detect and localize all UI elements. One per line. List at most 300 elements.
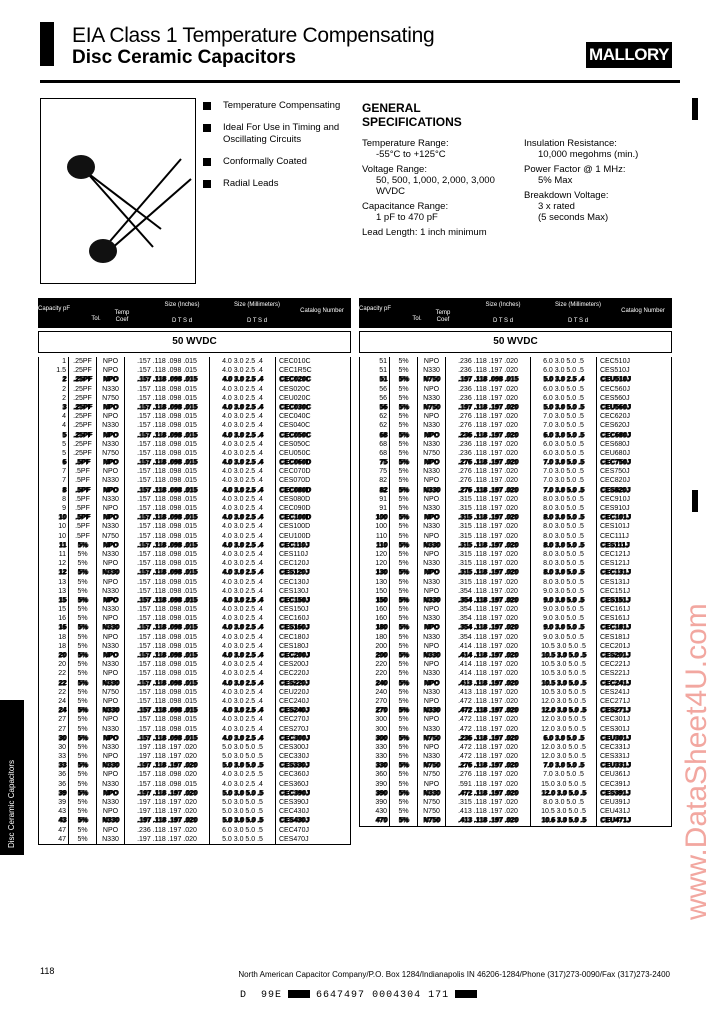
table-cell: .157 .118 .098 .015 [125, 412, 210, 421]
spec-value: 5% Max [538, 175, 573, 186]
table-cell: CEC130J [279, 578, 309, 586]
table-cell: .157 .118 .098 .015 [125, 504, 210, 513]
table-cell: CEC560J [600, 385, 630, 393]
table-cell: CEC620J [600, 413, 630, 421]
table-cell: NPO [97, 715, 125, 724]
table-cell: NPO [418, 532, 446, 541]
table-cell: 5% [69, 578, 97, 587]
table-cell: .413 .118 .197 .020 [446, 816, 531, 825]
table-cell: 27 [39, 725, 69, 734]
table-cell: 4.0 3.0 2.5 .4 [210, 550, 276, 559]
table-cell: 4.0 3.0 2.5 .4 [210, 357, 276, 366]
table-cell: 300 [360, 734, 390, 743]
table-cell: CEC050C [279, 431, 311, 439]
table-cell: CES040C [279, 422, 311, 430]
table-cell: N330 [97, 623, 125, 632]
table-cell: 10.5 3.0 5.0 .5 [531, 651, 597, 660]
table-body [359, 357, 672, 827]
table-cell: .236 .118 .197 .020 [446, 357, 531, 366]
table-cell: .414 .118 .197 .020 [446, 651, 531, 660]
table-cell: CES390J [279, 799, 309, 806]
table-cell: .236 .118 .197 .020 [446, 431, 531, 440]
table-row [39, 734, 350, 743]
table-row [39, 458, 350, 467]
table-cell: N330 [418, 541, 446, 550]
table-cell: 4.0 3.0 2.5 .4 [210, 780, 276, 789]
table-cell: 8 [39, 495, 69, 504]
table-cell: CEC271J [600, 697, 630, 705]
table-cell: 5% [390, 623, 418, 632]
table-cell: .157 .118 .098 .015 [125, 633, 210, 642]
table-cell: 43 [39, 816, 69, 825]
table-cell: 4.0 3.0 2.5 .4 [210, 660, 276, 669]
table-row [39, 706, 350, 715]
table-cell: 5.0 3.0 5.0 .5 [210, 807, 276, 816]
table-cell: 240 [360, 688, 390, 697]
table-cell: CES820J [600, 486, 630, 494]
table-row [39, 550, 350, 559]
table-row [360, 614, 671, 623]
table-cell: CEC090D [279, 505, 311, 512]
table-cell: N330 [418, 394, 446, 403]
table-row [360, 541, 671, 550]
table-cell: 6.0 3.0 5.0 .5 [531, 357, 597, 366]
table-cell: N330 [418, 596, 446, 605]
table-cell: 51 [360, 357, 390, 366]
table-cell: .157 .118 .098 .015 [125, 679, 210, 688]
table-cell: N330 [97, 798, 125, 807]
table-cell: .157 .118 .098 .015 [125, 660, 210, 669]
table-cell: N330 [97, 550, 125, 559]
table-cell: .354 .118 .197 .020 [446, 587, 531, 596]
table-cell: 27 [39, 715, 69, 724]
table-cell: .315 .118 .197 .020 [446, 495, 531, 504]
table-cell: .5PF [69, 476, 97, 485]
table-cell: 5.0 3.0 5.0 .5 [531, 403, 597, 412]
table-cell: N750 [418, 816, 446, 825]
table-cell: 110 [360, 541, 390, 550]
table-cell: 4.0 3.0 2.5 .4 [210, 605, 276, 614]
table-cell: .197 .118 .098 .015 [446, 375, 531, 384]
table-cell: 100 [360, 513, 390, 522]
voltage-section-label: 50 WVDC [38, 331, 351, 353]
col-size-inches-dims: D T S d [492, 318, 514, 324]
table-cell: CES180J [279, 642, 309, 650]
table-cell: .157 .118 .098 .015 [125, 669, 210, 678]
table-cell: .157 .118 .098 .015 [125, 467, 210, 476]
table-row [360, 789, 671, 798]
table-cell: .315 .118 .197 .020 [446, 798, 531, 807]
spec-value: -55°C to +125°C [376, 149, 446, 160]
table-cell: 5% [69, 734, 97, 743]
table-cell: NPO [97, 357, 125, 366]
table-cell: .157 .118 .098 .015 [125, 366, 210, 375]
table-cell: 5% [390, 633, 418, 642]
table-header [38, 298, 351, 328]
table-cell: 5% [69, 715, 97, 724]
table-cell: 5% [69, 816, 97, 825]
table-cell: .197 .118 .197 .020 [125, 743, 210, 752]
table-cell: .25PF [69, 403, 97, 412]
table-row [360, 715, 671, 724]
table-cell: 200 [360, 651, 390, 660]
table-cell: CES910J [600, 505, 630, 512]
table-cell: .157 .118 .098 .015 [125, 495, 210, 504]
table-cell: 8.0 3.0 5.0 .5 [531, 798, 597, 807]
table-cell: CES470J [279, 835, 309, 843]
table-cell: CES750J [600, 468, 630, 476]
table-cell: 5% [69, 660, 97, 669]
table-cell: 11 [39, 541, 69, 550]
table-cell: 5 [39, 431, 69, 440]
table-cell: .276 .118 .197 .020 [446, 761, 531, 770]
table-cell: 5% [390, 495, 418, 504]
table-cell: CES161J [600, 615, 630, 623]
table-cell: .315 .118 .197 .020 [446, 578, 531, 587]
table-cell: 4.0 3.0 2.5 .4 [210, 522, 276, 531]
table-cell: .197 .118 .197 .020 [125, 752, 210, 761]
table-row [39, 504, 350, 513]
table-row [360, 458, 671, 467]
table-row [39, 568, 350, 577]
table-cell: 39 [39, 789, 69, 798]
table-cell: 47 [39, 826, 69, 835]
table-cell: CEU100D [279, 532, 311, 540]
spec-lead-length: Lead Length: 1 inch minimum [362, 227, 487, 238]
table-cell: NPO [418, 476, 446, 485]
table-cell: NPO [418, 412, 446, 421]
table-cell: .354 .118 .197 .020 [446, 633, 531, 642]
table-cell: .315 .118 .197 .020 [446, 532, 531, 541]
table-cell: .354 .118 .197 .020 [446, 614, 531, 623]
table-cell: 9.0 3.0 5.0 .5 [531, 587, 597, 596]
table-cell: 5% [390, 679, 418, 688]
table-cell: CES120J [279, 569, 309, 577]
table-cell: .5PF [69, 495, 97, 504]
table-cell: 16 [39, 623, 69, 632]
table-cell: 430 [360, 807, 390, 816]
table-cell: 4.0 3.0 2.5 .4 [210, 421, 276, 430]
table-cell: 6.0 3.0 5.0 .5 [210, 826, 276, 835]
specs-right [524, 138, 684, 227]
table-cell: 10.5 3.0 5.0 .5 [531, 669, 597, 678]
table-cell: NPO [97, 366, 125, 375]
table-cell: CES391J [600, 789, 630, 797]
table-cell: .25PF [69, 375, 97, 384]
table-row [39, 476, 350, 485]
table-cell: 390 [360, 789, 390, 798]
table-cell: N330 [97, 440, 125, 449]
table-cell: NPO [418, 458, 446, 467]
table-cell: 5% [69, 605, 97, 614]
table-cell: NPO [418, 513, 446, 522]
table-cell: 5% [390, 412, 418, 421]
table-cell: NPO [97, 734, 125, 743]
table-cell: CES560J [600, 394, 630, 402]
table-row [360, 623, 671, 632]
table-row [39, 559, 350, 568]
table-row [360, 725, 671, 734]
table-cell: .157 .118 .098 .015 [125, 578, 210, 587]
table-cell: .157 .118 .098 .015 [125, 715, 210, 724]
table-cell: 5% [69, 669, 97, 678]
table-cell: CEC161J [600, 606, 630, 614]
table-cell: 7.0 3.0 5.0 .5 [531, 770, 597, 779]
table-cell: .157 .118 .098 .020 [125, 770, 210, 779]
table-cell: 5% [69, 835, 97, 844]
col-catalog: Catalog Number [621, 308, 665, 314]
table-cell: 5% [390, 578, 418, 587]
table-cell: N330 [97, 725, 125, 734]
table-cell: 4.0 3.0 2.5 .4 [210, 458, 276, 467]
spec-value: 3 x rated [538, 201, 575, 212]
table-cell: N330 [97, 780, 125, 789]
table-cell: 4.0 3.0 2.5 .4 [210, 734, 276, 743]
table-cell: 5% [390, 486, 418, 495]
table-cell: 5% [390, 651, 418, 660]
table-cell: CES620J [600, 422, 630, 430]
table-cell: 91 [360, 504, 390, 513]
spec-label: Breakdown Voltage: [524, 190, 609, 201]
table-row [39, 541, 350, 550]
table-cell: .25PF [69, 412, 97, 421]
table-cell: .236 .118 .197 .020 [446, 394, 531, 403]
table-cell: 20 [39, 651, 69, 660]
table-cell: CEC510J [600, 358, 630, 365]
table-cell: 130 [360, 578, 390, 587]
table-cell: 390 [360, 780, 390, 789]
table-cell: .157 .118 .098 .015 [125, 440, 210, 449]
table-cell: CEC330J [279, 753, 309, 761]
table-cell: NPO [97, 513, 125, 522]
table-cell: 5% [390, 532, 418, 541]
table-cell: 8.0 3.0 5.0 .5 [531, 550, 597, 559]
table-cell: 15 [39, 605, 69, 614]
table-cell: CES240J [279, 707, 309, 715]
table-cell: .472 .118 .197 .020 [446, 725, 531, 734]
table-cell: .25PF [69, 431, 97, 440]
table-row [360, 568, 671, 577]
col-tolerance: Tol. [412, 316, 422, 322]
table-cell: CES330J [279, 762, 309, 770]
table-cell: .197 .118 .197 .020 [446, 403, 531, 412]
table-row [39, 587, 350, 596]
table-cell: 4.0 3.0 2.5 .4 [210, 513, 276, 522]
code-part: 171 [428, 990, 450, 1001]
table-cell: NPO [97, 403, 125, 412]
table-cell: 10 [39, 522, 69, 531]
table-cell: N330 [418, 669, 446, 678]
table-cell: .157 .118 .098 .015 [125, 357, 210, 366]
table-cell: CEC121J [600, 550, 630, 558]
table-cell: 33 [39, 752, 69, 761]
capacitor-illustration [41, 99, 196, 284]
table-row [360, 522, 671, 531]
table-cell: 5% [390, 559, 418, 568]
table-cell: 5% [69, 761, 97, 770]
table-cell: 5 [39, 449, 69, 458]
table-cell: 1.5 [39, 366, 69, 375]
table-cell: 6.0 3.0 5.0 .5 [531, 449, 597, 458]
sidebar-label: Disc Ceramic Capacitors [7, 759, 16, 848]
table-cell: 4.0 3.0 2.5 .4 [210, 633, 276, 642]
code-part: 0004304 [372, 990, 422, 1001]
table-cell: CEC680J [600, 431, 631, 439]
table-row [360, 651, 671, 660]
table-cell: 5% [390, 660, 418, 669]
code-part: 6647497 [316, 990, 366, 1001]
table-cell: NPO [418, 660, 446, 669]
specs-left [362, 138, 522, 242]
table-cell: .157 .118 .098 .015 [125, 522, 210, 531]
table-cell: .197 .118 .197 .020 [125, 816, 210, 825]
table-cell: .25PF [69, 421, 97, 430]
table-row [360, 770, 671, 779]
table-cell: CES270J [279, 725, 309, 733]
table-cell: .157 .118 .098 .015 [125, 541, 210, 550]
table-cell: CES080D [279, 495, 311, 503]
table-row [39, 697, 350, 706]
table-row [39, 660, 350, 669]
col-size-inches: Size (Inches) [164, 302, 200, 308]
print-code [240, 990, 483, 1001]
table-cell: 9.0 3.0 5.0 .5 [531, 633, 597, 642]
table-row [39, 780, 350, 789]
table-cell: CES070D [279, 477, 311, 485]
table-cell: CEU510J [600, 376, 631, 384]
table-cell: 5% [69, 706, 97, 715]
table-cell: CES181J [600, 633, 630, 641]
table-cell: 4.0 3.0 2.5 .4 [210, 366, 276, 375]
table-row [39, 816, 350, 825]
table-cell: 4.0 3.0 2.5 .4 [210, 559, 276, 568]
table-cell: 62 [360, 421, 390, 430]
table-cell: 4.0 3.0 2.5 .4 [210, 403, 276, 412]
voltage-section-label: 50 WVDC [359, 331, 672, 353]
table-cell: 5% [390, 568, 418, 577]
company-address: North American Capacitor Company/P.O. Box 1284/Indianapolis IN 46206-1284/Phone (317)273-0090/Fax (317)273-2400 [238, 970, 670, 979]
brand-logo: MALLORY [586, 42, 672, 68]
table-cell: CEC101J [600, 514, 631, 522]
table-cell: 4.0 3.0 2.5 .4 [210, 504, 276, 513]
table-cell: N330 [418, 578, 446, 587]
table-cell: 5% [390, 513, 418, 522]
table-cell: 13 [39, 578, 69, 587]
table-cell: 5% [69, 679, 97, 688]
table-row [360, 816, 671, 825]
table-cell: 33 [39, 761, 69, 770]
table-cell: 22 [39, 688, 69, 697]
table-cell: 160 [360, 605, 390, 614]
table-cell: 4.0 3.0 2.5 .4 [210, 697, 276, 706]
table-cell: .472 .118 .197 .020 [446, 752, 531, 761]
table-cell: CEU391J [600, 799, 630, 806]
table-cell: NPO [97, 633, 125, 642]
table-cell: 10.5 3.0 5.0 .5 [531, 660, 597, 669]
table-cell: .414 .118 .197 .020 [446, 660, 531, 669]
table-cell: 5% [390, 596, 418, 605]
general-specs-title: GENERAL SPECIFICATIONS [362, 101, 462, 129]
table-cell: 5% [69, 807, 97, 816]
table-cell: NPO [97, 826, 125, 835]
table-cell: 8.0 3.0 5.0 .5 [531, 568, 597, 577]
table-cell: 7 [39, 476, 69, 485]
table-cell: CEU020C [279, 394, 311, 402]
table-cell: 4.0 3.0 2.5 .4 [210, 578, 276, 587]
table-cell: .157 .118 .098 .015 [125, 403, 210, 412]
table-cell: 270 [360, 697, 390, 706]
table-row [360, 504, 671, 513]
table-cell: .5PF [69, 458, 97, 467]
table-row [360, 587, 671, 596]
table-cell: 1 [39, 357, 69, 366]
table-cell: 20 [39, 660, 69, 669]
table-cell: 5% [390, 798, 418, 807]
col-capacity: Capacity pF [38, 306, 71, 312]
table-cell: 10.5 3.0 5.0 .5 [531, 807, 597, 816]
table-cell: .157 .118 .098 .015 [125, 780, 210, 789]
table-cell: .472 .118 .197 .020 [446, 789, 531, 798]
table-cell: 5% [390, 541, 418, 550]
table-row [360, 578, 671, 587]
table-cell: CEC820J [600, 477, 630, 485]
table-cell: .157 .118 .098 .015 [125, 697, 210, 706]
table-cell: 2 [39, 385, 69, 394]
table-row [360, 669, 671, 678]
table-cell: .472 .118 .197 .020 [446, 715, 531, 724]
table-row [39, 431, 350, 440]
table-cell: CES121J [600, 560, 630, 568]
table-cell: 5% [69, 587, 97, 596]
table-cell: CEC301J [600, 716, 630, 724]
table-cell: N750 [97, 688, 125, 697]
table-cell: N330 [418, 614, 446, 623]
table-cell: 8.0 3.0 5.0 .5 [531, 513, 597, 522]
table-cell: 220 [360, 660, 390, 669]
feature-item: Conformally Coated [203, 156, 358, 168]
table-cell: 5% [69, 780, 97, 789]
table-cell: N330 [97, 743, 125, 752]
table-cell: 5% [390, 522, 418, 531]
table-cell: CEC331J [600, 743, 630, 751]
table-cell: N330 [418, 440, 446, 449]
table-cell: 10.5 3.0 5.0 .5 [531, 679, 597, 688]
table-cell: 5% [390, 669, 418, 678]
table-cell: CES331J [600, 753, 630, 761]
table-cell: 7 [39, 467, 69, 476]
table-cell: 51 [360, 375, 390, 384]
table-row [360, 660, 671, 669]
table-cell: CEU220J [279, 688, 309, 696]
table-cell: .157 .118 .098 .015 [125, 559, 210, 568]
table-cell: 4.0 3.0 2.5 .4 [210, 679, 276, 688]
table-cell: 68 [360, 440, 390, 449]
spec-value: 50, 500, 1,000, 2,000, 3,000 WVDC [376, 175, 495, 197]
table-cell: 5% [390, 761, 418, 770]
table-row [360, 633, 671, 642]
table-cell: 5% [390, 375, 418, 384]
table-cell: 5% [69, 596, 97, 605]
table-cell: .414 .118 .197 .020 [446, 642, 531, 651]
table-cell: N330 [97, 522, 125, 531]
table-cell: 5% [390, 715, 418, 724]
table-cell: 4.0 3.0 2.5 .4 [210, 568, 276, 577]
table-cell: NPO [418, 715, 446, 724]
table-cell: .25PF [69, 357, 97, 366]
table-cell: 120 [360, 550, 390, 559]
table-cell: CEC120J [279, 560, 309, 568]
table-cell: 6 [39, 458, 69, 467]
